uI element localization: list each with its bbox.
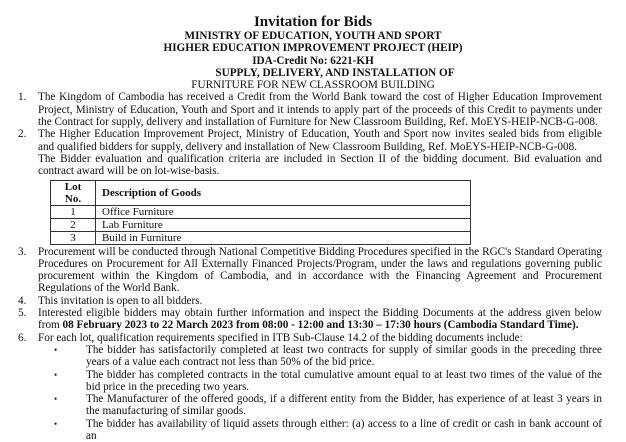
bullet-icon: • xyxy=(54,344,58,355)
item-text-plain: Interested eligible bidders may obtain further information and inspect the Bidding Documents at the address given below from xyxy=(38,307,602,332)
item-number: 4. xyxy=(18,294,27,307)
project-name: HIGHER EDUCATION IMPROVEMENT PROJECT (HEIP) xyxy=(163,42,463,55)
numbered-list xyxy=(0,91,626,442)
goods-description: Lab Furniture xyxy=(96,218,471,231)
column-header-description: Description of Goods xyxy=(96,180,471,205)
list-item-4 xyxy=(0,295,626,307)
requirement-item xyxy=(0,418,626,442)
item-number: 2. xyxy=(18,128,27,141)
item-text: This invitation is open to all bidders. xyxy=(38,294,203,307)
requirement-text: The bidder has completed contracts in the total cumulative amount equal to at least two times of the value of the bid price in the preceding two years. xyxy=(86,368,602,393)
ministry-name: MINISTRY OF EDUCATION, YOUTH AND SPORT xyxy=(184,30,442,42)
item-text-continued: The Bidder evaluation and qualification criteria are included in Section II of the bidding document. Bid evaluation and contract award will be on lot-wise-basis. xyxy=(38,152,602,178)
item-number: 5. xyxy=(18,307,27,320)
qualification-requirements xyxy=(0,344,626,442)
table-header-row xyxy=(51,180,471,205)
document-header xyxy=(0,14,626,91)
requirement-item xyxy=(0,369,626,394)
requirement-item xyxy=(0,344,626,369)
requirement-item xyxy=(0,393,626,418)
table-row xyxy=(51,231,471,244)
requirement-text: The bidder has availability of liquid assets through either: (a) access to a line of credit or cash in bank account of an xyxy=(86,417,602,442)
document-title: Invitation for Bids xyxy=(253,14,373,30)
list-item-5 xyxy=(0,307,626,332)
subject-line-1: SUPPLY, DELIVERY, AND INSTALLATION OF xyxy=(215,66,455,79)
item-text: The Kingdom of Cambodia has received a Credit from the World Bank toward the cost of Higher Education Improvement Project, Ministry of Education, Youth and Sport and it intends to apply part of the proceeds of this Credit to payments under the Contract for supply, delivery and installation of Furniture for New Classroom Building, Ref. MoEYS-HEIP-NCB-G-008. xyxy=(38,91,602,129)
item-text: Procurement will be conducted through National Competitive Bidding Procedures specified in the RGC's Standard Operating Procedures on Procurement for All Externally Financed Projects/Program, under the laws and regulations governing public procurement within the Kingdom of Cambodia, and in accordance with the Financing Agreement and Procurement Regulations of the World Bank. xyxy=(38,245,602,295)
table-row xyxy=(51,218,471,231)
goods-description: Office Furniture xyxy=(96,205,471,218)
subject-line-2: FURNITURE FOR NEW CLASSROOM BUILDING xyxy=(191,79,435,92)
table-row xyxy=(51,205,471,218)
credit-number: IDA-Credit No: 6221-KH xyxy=(252,54,374,67)
item-text: The Higher Education Improvement Project, Ministry of Education, Youth and Sport now invites sealed bids from eligible and qualified bidders for supply, delivery and installation of New Classroom Building, Ref. MoEYS-HEIP-NCB-G-008. xyxy=(38,128,602,153)
lot-number: 1 xyxy=(51,205,96,218)
goods-table xyxy=(50,180,471,245)
lot-number: 3 xyxy=(51,231,96,244)
bullet-icon: • xyxy=(54,418,58,429)
requirement-text: The Manufacturer of the offered goods, if a different entity from the Bidder, has experience of at least 3 years in the manufacturing of similar goods. xyxy=(86,393,602,418)
list-item-3 xyxy=(0,246,626,295)
goods-description: Build in Furniture xyxy=(96,231,471,244)
list-item-6 xyxy=(0,332,626,344)
list-item-2 xyxy=(0,128,626,244)
item-number: 1. xyxy=(18,91,27,104)
inspection-dates: 08 February 2023 to 22 March 2023 from 08:00 - 12:00 and 13:30 – 17:30 hours (Cambodia Standard Time). xyxy=(62,319,579,332)
requirement-text: The bidder has satisfactorily completed at least two contracts for supply of similar goods in the preceding three years of a value each contract not less than 50% of the bid price. xyxy=(86,343,602,369)
column-header-lot: Lot No. xyxy=(51,180,96,205)
bullet-icon: • xyxy=(54,369,58,380)
lot-number: 2 xyxy=(51,218,96,231)
item-text: For each lot, qualification requirements specified in ITB Sub-Clause 14.2 of the bidding documents include: xyxy=(38,331,523,344)
list-item-1 xyxy=(0,91,626,128)
item-number: 3. xyxy=(18,245,27,258)
item-number: 6. xyxy=(18,331,27,344)
item-text xyxy=(38,307,602,332)
bullet-icon: • xyxy=(54,394,58,405)
